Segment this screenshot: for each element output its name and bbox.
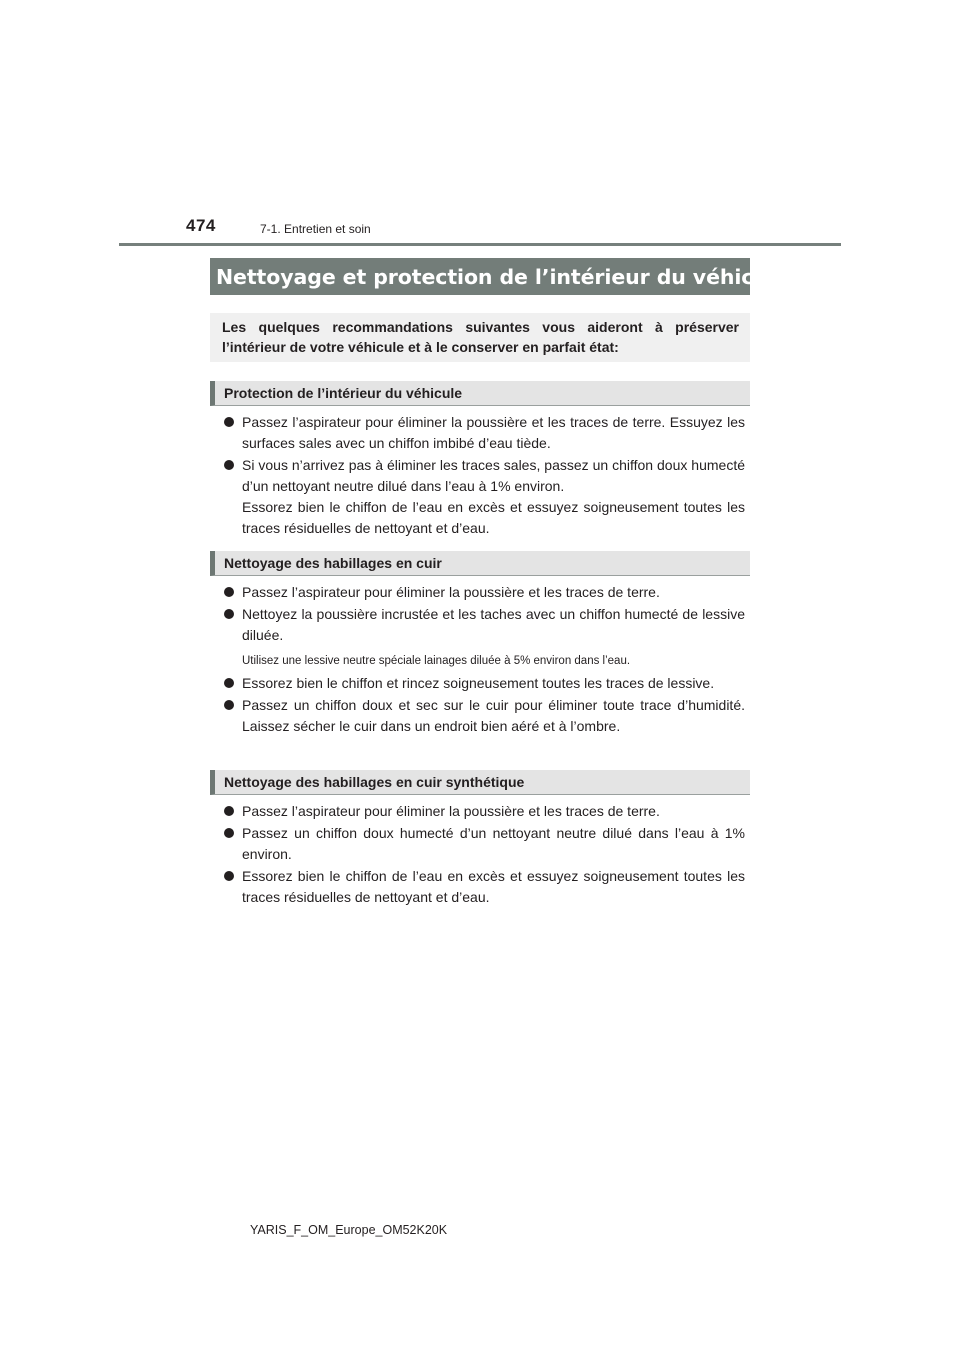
list-item-text: Nettoyez la poussière incrustée et les taches avec un chiffon humecté de lessive diluée. <box>242 606 745 643</box>
list-item-text: Essorez bien le chiffon de l’eau en excès et essuyez soigneusement toutes les traces résiduelles de nettoyant et d’eau. <box>242 868 745 905</box>
list-item <box>223 866 745 908</box>
bullet-icon <box>224 700 234 710</box>
page-title: Nettoyage et protection de l’intérieur du véhicule <box>216 264 789 289</box>
list-item <box>223 823 745 865</box>
list-item <box>223 673 745 694</box>
bullet-icon <box>224 806 234 816</box>
list-item-text: Passez un chiffon doux et sec sur le cuir pour éliminer toute trace d’humidité. Laissez sécher le cuir dans un endroit bien aéré et à l’ombre. <box>242 697 745 734</box>
list-item-text: Passez l’aspirateur pour éliminer la poussière et les traces de terre. <box>242 803 660 819</box>
section-heading-protection: Protection de l’intérieur du véhicule <box>210 381 750 406</box>
bullet-icon <box>224 460 234 470</box>
list-item-text: Passez l’aspirateur pour éliminer la poussière et les traces de terre. <box>242 584 660 600</box>
list-item <box>223 801 745 822</box>
section-heading-leather: Nettoyage des habillages en cuir <box>210 551 750 576</box>
page-title-bar <box>210 258 789 295</box>
bullet-icon <box>224 609 234 619</box>
section-reference: 7-1. Entretien et soin <box>260 222 371 236</box>
list-item <box>223 582 745 603</box>
leather-note: Utilisez une lessive neutre spéciale lainages diluée à 5% environ dans l’eau. <box>242 655 631 667</box>
bullet-icon <box>224 587 234 597</box>
bullet-icon <box>224 417 234 427</box>
footer-document-code: YARIS_F_OM_Europe_OM52K20K <box>250 1223 448 1237</box>
list-item <box>223 695 745 737</box>
list-item-text: Essorez bien le chiffon de l’eau en excès et essuyez soigneusement toutes les traces résiduelles de nettoyant et d’eau. <box>242 499 745 536</box>
page-number: 474 <box>186 216 216 235</box>
section-list-protection <box>223 412 745 540</box>
bullet-icon <box>224 871 234 881</box>
bullet-icon <box>224 678 234 688</box>
section-heading-synthetic-leather: Nettoyage des habillages en cuir synthétique <box>210 770 750 795</box>
header-rule <box>119 243 841 246</box>
list-item-text: Essorez bien le chiffon et rincez soigneusement toutes les traces de lessive. <box>242 675 715 691</box>
intro-box: Les quelques recommandations suivantes vous aideront à préserver l’intérieur de votre véhicule et à le conserver en parfait état: <box>210 313 750 362</box>
section-list-leather-continued <box>223 673 745 738</box>
list-item-text: Passez un chiffon doux humecté d’un nettoyant neutre dilué dans l’eau à 1% environ. <box>242 825 745 862</box>
list-item-text: Passez l’aspirateur pour éliminer la poussière et les traces de terre. Essuyez les surfaces sales avec un chiffon imbibé d’eau tiède. <box>242 414 745 451</box>
section-list-synthetic-leather <box>223 801 745 909</box>
list-item <box>223 412 745 454</box>
list-item-text: Si vous n’arrivez pas à éliminer les traces sales, passez un chiffon doux humecté d’un nettoyant neutre dilué dans l’eau à 1% environ. <box>242 457 745 494</box>
bullet-icon <box>224 828 234 838</box>
section-list-leather <box>223 582 745 647</box>
list-item <box>223 604 745 646</box>
list-item <box>223 455 745 539</box>
